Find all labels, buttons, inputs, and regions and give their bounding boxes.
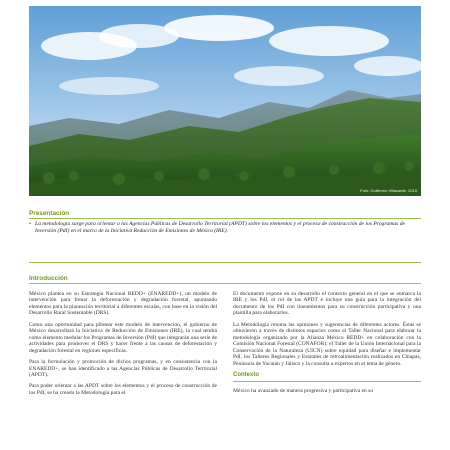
section-heading-presentacion: Presentación — [29, 210, 70, 217]
body-paragraph: El documento expone en su desarrollo el contexto general en el que se enmarca la IRE y los PdI, el rol de las APDT e incluye una guía para la integración del documento de los PdI con lineamientos para su construcción participativa y una plantilla para elaborarlos. — [233, 291, 421, 317]
section-rule — [29, 262, 421, 263]
intro-paragraph: Como una oportunidad para pilotear este modelo de intervención, el gobierno de México desarrollará la Iniciativa de Reducción de Emisiones (IRE), la cual tendrá como elemento medular los Programas de Inversión (PdI) que integrarán una serie de actividades para promover el DRS y hacer frente a las causas de deforestación y degradación forestal en regiones específicas. — [29, 321, 217, 354]
body-paragraph: La Metodología retoma las opiniones y sugerencias de diferentes actores. Éstas se obtuvieron a través de distintos espacios como el Taller Nacional para elaborar la metodología organizado por la Alianza México REDD+ en colaboración con la Comisión Nacional Forestal (CONAFOR); el Taller de la Unión Internacional para la Conservación de la Naturaleza (UICN) sobre equidad para diseñar e implementar PdI, los Talleres Regionales y Estatales de retroalimentación realizados en Chiapas, Península de Yucatán y Jalisco y la consulta a expertos en el tema de género. — [233, 321, 421, 367]
contexto-paragraph: México ha avanzado de manera progresiva y participativa en su — [233, 388, 374, 395]
section-rule — [233, 381, 421, 382]
hero-landscape-photo — [29, 6, 421, 196]
presentacion-box — [29, 221, 421, 234]
section-rule — [29, 283, 421, 284]
presentacion-bullet: • La metodología surge para orientar a las Agencias Públicas de Desarrollo Territorial (APDT) sobre los elementos y el proceso de construcción de los Programas de Inversión (PdI) en el marco de la Iniciativa Reducción de Emisiones de México (IRE). — [29, 221, 421, 234]
section-rule — [29, 218, 421, 219]
intro-paragraph: México plantea en su Estrategia Nacional REDD+ (ENAREDD+), un modelo de intervención para frenar la deforestación y degradación forestal, apuntando elementos para la planeación territorial a diferentes escalas, con base en la visión del Desarrollo Rural Sustentable (DRS). — [29, 291, 217, 317]
intro-paragraph: Para poder orientar a las APDT sobre los elementos y el proceso de construcción de los PdI, se ha creado la Metodología para el — [29, 383, 217, 396]
photo-credit: Foto: Guillermo Villasante, 2015 — [360, 188, 417, 193]
section-heading-contexto: Contexto — [233, 371, 259, 378]
section-heading-introduccion: Introducción — [29, 275, 68, 282]
left-column — [29, 291, 217, 401]
intro-paragraph: Para la formulación y promoción de dichos programas, y en consistencia con la ENAREDD+, se han identificado a las Agencias Públicas de Desarrollo Territorial (APDT). — [29, 359, 217, 378]
right-column — [233, 291, 421, 399]
landscape-illustration — [29, 6, 421, 196]
